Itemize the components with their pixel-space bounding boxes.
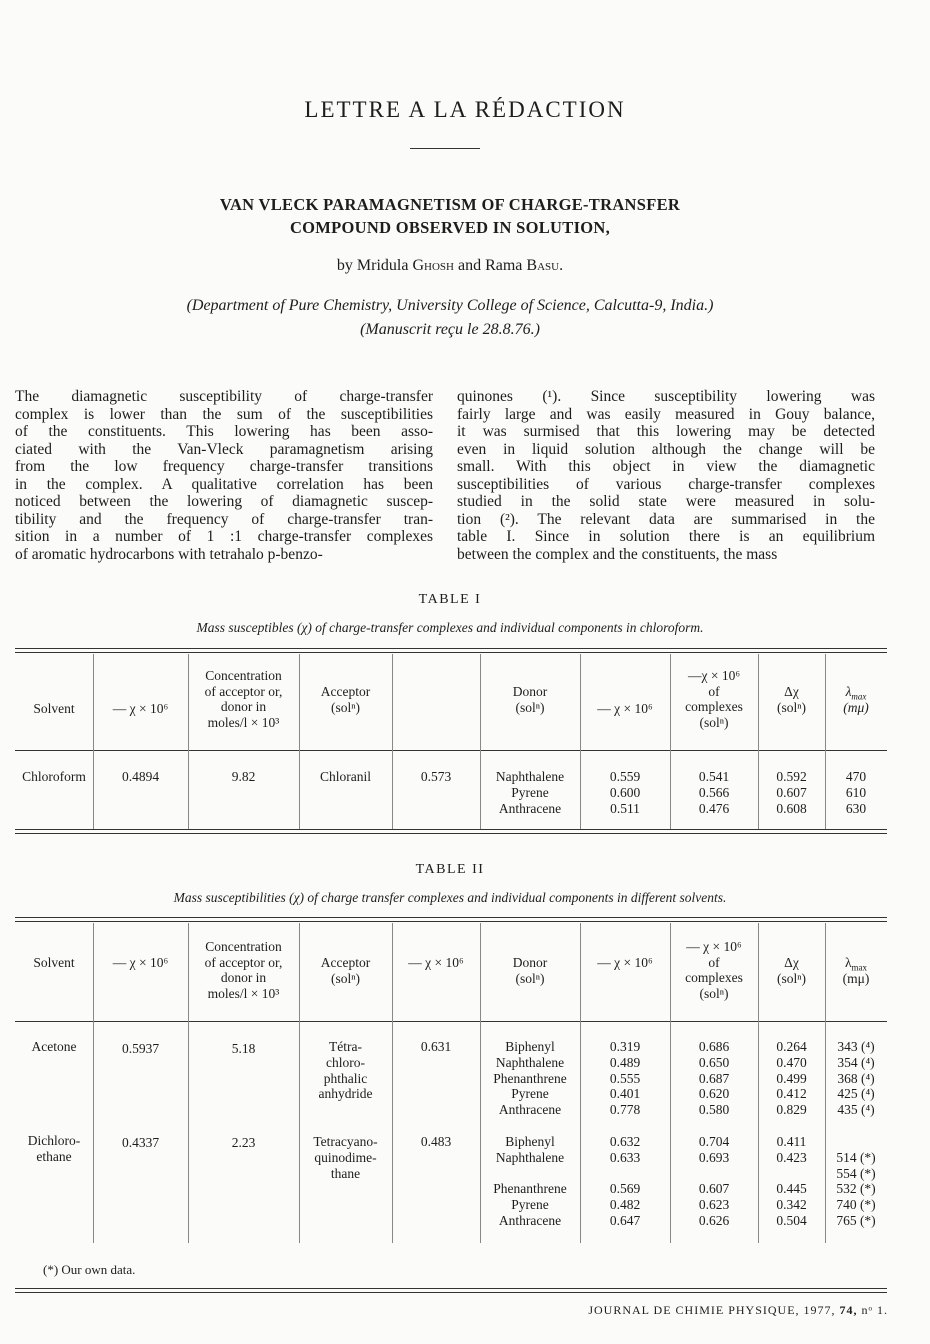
- t2-donor-chi-value: 0.319: [609, 1039, 641, 1054]
- byline-and: and Rama: [457, 257, 523, 274]
- t2-complex-chi-value: 0.623: [698, 1196, 730, 1212]
- t2-r1-chi: 0.5937: [121, 1041, 160, 1056]
- t2-header-complex-line: complexes: [685, 970, 743, 985]
- t2-r2-acceptor-chi: 0.483: [420, 1134, 452, 1149]
- t2-r1-acceptor-chi: 0.631: [420, 1039, 452, 1054]
- t2-r1-donors: [480, 1039, 580, 1118]
- t1-header-complex-line: —χ × 10⁶: [687, 668, 741, 683]
- table2-vline: [392, 923, 393, 1243]
- t1-header-lmax: [825, 684, 887, 715]
- table1-caption: TABLE I: [418, 592, 482, 607]
- t2-r2-acceptor: [299, 1134, 392, 1181]
- section-header: LETTRE A LA RÉDACTION: [304, 97, 626, 122]
- t2-dchi-value: 0.470: [776, 1054, 807, 1070]
- t2-header-conc: [188, 939, 299, 1001]
- byline-by: by Mridula: [336, 257, 409, 274]
- t2-donor-chi-value: 0.647: [609, 1212, 641, 1228]
- t2-donor-chi-value: 0.569: [609, 1181, 641, 1196]
- t1-header-lmax-line: $\lambda_{max}$: [845, 684, 867, 702]
- table1-subtitle: Mass susceptibles (χ) of charge-transfer complexes and individual components in chloroform.: [196, 620, 704, 635]
- t1-header-lmax-line: (mμ): [843, 699, 869, 715]
- t2-complex-chi-value: 0.580: [698, 1102, 730, 1118]
- t2-lmax-value: 435 (⁴): [837, 1102, 875, 1118]
- t2-complex-chi-value: 0.607: [698, 1181, 730, 1196]
- t2-donor: Phenanthrene: [493, 1070, 567, 1086]
- t1-header-complex-line: (solⁿ): [699, 714, 729, 730]
- t1-complex-chi-value: 0.541: [698, 769, 730, 784]
- t1-solvent: Chloroform: [22, 769, 86, 784]
- t2-r1-dchi: [758, 1039, 825, 1118]
- t2-r2-donors-b: [480, 1181, 580, 1228]
- received-date: (Manuscrit reçu le 28.8.76.): [360, 321, 540, 338]
- t1-header-complex-line: complexes: [685, 699, 743, 714]
- t1-donor-chi-value: 0.559: [609, 769, 641, 784]
- t2-header-acceptor-chi: — χ × 10⁶: [408, 955, 464, 970]
- t2-donor: Biphenyl: [505, 1039, 555, 1054]
- t2-r2-dchi-b: [758, 1181, 825, 1228]
- t2-dchi-value: 0.264: [776, 1039, 807, 1054]
- t2-r2-donors-a: [480, 1134, 580, 1166]
- t2-header-donor-line: (solⁿ): [515, 970, 545, 986]
- t2-dchi-value: 0.412: [776, 1086, 807, 1102]
- table2-vline: [93, 923, 94, 1243]
- body-text-line: in the complex. A qualitative correlation has been: [15, 475, 433, 493]
- t1-header-chi: — χ × 10⁶: [112, 701, 169, 716]
- t2-header-solvent: Solvent: [33, 955, 75, 970]
- journal-reference: [588, 1303, 888, 1318]
- body-column-left: [15, 388, 433, 563]
- t2-donor: Phenanthrene: [493, 1181, 567, 1196]
- body-text-line: The diamagnetic susceptibility of charge-transfer: [15, 388, 433, 405]
- t2-r2-complex-chi-b: [670, 1181, 758, 1228]
- t1-header-conc-line: of acceptor or,: [204, 683, 283, 699]
- t2-header-dchi-line: Δχ: [784, 955, 799, 970]
- t2-header-conc-line: Concentration: [205, 939, 282, 954]
- table1-top-rule: [15, 648, 887, 653]
- t1-donor: Naphthalene: [495, 769, 565, 784]
- body-text-line: tibility and the frequency of charge-transfer tran-: [15, 510, 433, 528]
- t2-donor-chi-value: 0.633: [609, 1149, 641, 1165]
- t2-donor: Anthracene: [498, 1102, 562, 1118]
- t1-header-solvent: Solvent: [33, 701, 75, 716]
- t2-header-donor: [480, 955, 580, 986]
- body-text-line: even in liquid solution although the change will be: [457, 440, 875, 458]
- body-text-line: from the low frequency charge-transfer transitions: [15, 458, 433, 475]
- t2-r2-complex-chi-a: [670, 1134, 758, 1166]
- t2-header-acceptor-line: Acceptor: [320, 955, 371, 970]
- journal-volume: 74,: [839, 1303, 858, 1317]
- t1-acceptor: Chloranil: [320, 769, 371, 784]
- journal-number: nᵒ 1.: [861, 1303, 888, 1317]
- body-text-line: it was surmised that this lowering may be detected: [457, 423, 875, 440]
- t2-donor: Naphthalene: [495, 1054, 565, 1070]
- t2-r2-lmax-b: [825, 1181, 887, 1228]
- author-1-surname: Ghosh: [412, 257, 454, 274]
- t2-header-complex: [670, 939, 758, 1001]
- t2-complex-chi-value: 0.626: [698, 1212, 730, 1228]
- t2-r2-lmax-a: [825, 1150, 887, 1182]
- t2-r2-solvent: [15, 1133, 93, 1165]
- body-text-line: studied in the solid state were measured in solu-: [457, 493, 875, 510]
- t2-dchi-value: 0.829: [776, 1102, 807, 1118]
- t1-header-dchi-line: (solⁿ): [777, 699, 806, 715]
- t1-dchi: [758, 769, 825, 816]
- t2-complex-chi-value: 0.650: [698, 1054, 730, 1070]
- t2-r2-acceptor-line: thane: [330, 1165, 361, 1181]
- t2-lmax-value: 532 (*): [836, 1181, 876, 1196]
- t2-r1-acceptor-line: chloro-: [326, 1054, 365, 1070]
- t2-donor: Naphthalene: [495, 1149, 565, 1165]
- t2-header-chi: — χ × 10⁶: [112, 955, 169, 970]
- t1-header-acceptor-line: Acceptor: [320, 684, 371, 699]
- t1-dchi-value: 0.607: [776, 784, 807, 800]
- t2-complex-chi-value: 0.686: [698, 1039, 730, 1054]
- t2-header-complex-line: (solⁿ): [699, 985, 729, 1001]
- t2-lmax-value: 514 (*): [836, 1150, 876, 1165]
- table2-subtitle: Mass susceptibilities (χ) of charge transfer complexes and individual components in different solvents.: [173, 890, 727, 905]
- footnote: (*) Our own data.: [43, 1262, 136, 1277]
- t1-header-conc-line: Concentration: [205, 668, 282, 683]
- t1-lmax-value: 630: [845, 800, 867, 816]
- t1-header-chi-donor: — χ × 10⁶: [597, 701, 653, 716]
- t2-lmax-value: 368 (⁴): [837, 1070, 875, 1086]
- t1-header-donor-line: (solⁿ): [515, 699, 545, 715]
- t2-header-conc-line: of acceptor or,: [204, 954, 283, 970]
- t2-header-acceptor: [299, 955, 392, 986]
- journal-name: JOURNAL DE CHIMIE PHYSIQUE,: [588, 1303, 800, 1317]
- t1-complex-chi-value: 0.566: [698, 784, 730, 800]
- t1-header-conc: [188, 668, 299, 730]
- t1-header-dchi: [758, 684, 825, 715]
- t1-acceptor-chi: 0.573: [420, 769, 452, 784]
- t2-header-lmax-line: (mμ): [842, 970, 870, 986]
- t1-header-complex: [670, 668, 758, 730]
- t1-header-donor-line: Donor: [512, 684, 548, 699]
- t2-r1-complex-chi: [670, 1039, 758, 1118]
- t1-complex-chi-value: 0.476: [698, 800, 730, 816]
- table1-vline: [93, 654, 94, 829]
- body-text-line: table I. Since in solution there is an equilibrium: [457, 528, 875, 545]
- t2-donor: Pyrene: [511, 1086, 549, 1102]
- t2-header-lmax-line: $\lambda_{max}$: [844, 955, 868, 973]
- t2-header-lmax: [825, 955, 887, 986]
- t2-r2-donor-chi-a: [580, 1134, 670, 1166]
- t2-r1-acceptor-line: Tétra-: [329, 1039, 362, 1054]
- t2-donor-chi-value: 0.482: [609, 1196, 641, 1212]
- body-text-line: sition in a number of 1 :1 charge-transfer complexes: [15, 528, 433, 545]
- t2-r2-conc: 2.23: [231, 1135, 256, 1150]
- body-text-line: of the constituents. This lowering has been asso-: [15, 423, 433, 440]
- t2-donor: Biphenyl: [505, 1134, 555, 1149]
- body-text-line: fairly large and was easily measured in Gouy balance,: [457, 405, 875, 423]
- table1-header-rule: [15, 750, 887, 751]
- t2-r2-solvent-line: ethane: [36, 1148, 72, 1164]
- header-rule: [410, 148, 480, 149]
- title-line-1: VAN VLECK PARAMAGNETISM OF CHARGE-TRANSFER: [219, 195, 681, 214]
- t2-dchi-value: 0.411: [776, 1134, 807, 1149]
- t1-header-donor: [480, 684, 580, 715]
- t2-header-chi-donor: — χ × 10⁶: [597, 955, 653, 970]
- t2-dchi-value: 0.445: [776, 1181, 807, 1196]
- t2-r1-lmax: [825, 1039, 887, 1118]
- t1-donors: [480, 769, 580, 816]
- t2-dchi-value: 0.342: [776, 1196, 807, 1212]
- t2-dchi-value: 0.504: [776, 1212, 807, 1228]
- body-text-line: ciated with the Van-Vleck paramagnetism arising: [15, 440, 433, 458]
- t2-r2-solvent-line: Dichloro-: [27, 1133, 81, 1148]
- t1-dchi-value: 0.592: [776, 769, 807, 784]
- t1-donor: Pyrene: [511, 784, 549, 800]
- t1-header-dchi-line: Δχ: [784, 684, 799, 699]
- t2-complex-chi-value: 0.693: [698, 1149, 730, 1165]
- t2-r2-dchi-a: [758, 1134, 825, 1166]
- t2-r2-donor-chi-b: [580, 1181, 670, 1228]
- t2-dchi-value: 0.423: [776, 1149, 807, 1165]
- t1-conc: 9.82: [231, 769, 256, 784]
- body-text-line: complex is lower than the sum of the susceptibilities: [15, 405, 433, 423]
- byline: [0, 257, 900, 275]
- t1-dchi-value: 0.608: [776, 800, 807, 816]
- t1-lmax: [825, 769, 887, 816]
- t2-r2-chi: 0.4337: [121, 1135, 160, 1150]
- t2-lmax-value: 343 (⁴): [837, 1039, 875, 1054]
- t2-header-donor-line: Donor: [512, 955, 548, 970]
- table2-top-rule: [15, 917, 887, 922]
- t2-r1-acceptor-line: phthalic: [323, 1070, 368, 1086]
- body-text-line: noticed between the lowering of diamagnetic suscep-: [15, 493, 433, 510]
- t1-donor-chi-value: 0.511: [610, 800, 640, 816]
- t1-header-complex-line: of: [708, 683, 720, 699]
- t2-header-complex-line: — χ × 10⁶: [686, 939, 742, 954]
- table1-vline: [299, 654, 300, 829]
- t2-r1-donor-chi: [580, 1039, 670, 1118]
- table2-bottom-rule: [15, 1288, 887, 1293]
- t1-chi: 0.4894: [121, 769, 160, 784]
- body-text-line: tion (²). The relevant data are summarised in the: [457, 510, 875, 528]
- body-text-line: of aromatic hydrocarbons with tetrahalo p-benzo-: [15, 545, 323, 563]
- t2-lmax-value: 765 (*): [836, 1212, 876, 1228]
- t2-donor-chi-value: 0.489: [609, 1054, 641, 1070]
- article-title: [0, 193, 900, 239]
- t1-header-conc-line: moles/l × 10³: [207, 714, 280, 730]
- t2-r2-acceptor-line: Tetracyano-: [313, 1134, 378, 1149]
- body-text-line: quinones (¹). Since susceptibility lowering was: [457, 388, 875, 405]
- t1-lmax-value: 610: [845, 784, 867, 800]
- table1-bottom-rule: [15, 829, 887, 834]
- t2-header-dchi: [758, 955, 825, 986]
- author-2-surname: Basu.: [526, 257, 564, 274]
- table1-vline: [392, 654, 393, 829]
- t1-header-acceptor-line: (solⁿ): [331, 699, 360, 715]
- t1-complex-chi: [670, 769, 758, 816]
- table2-header-rule: [15, 1021, 887, 1022]
- t2-header-acceptor-line: (solⁿ): [331, 970, 360, 986]
- t2-r1-acceptor-line: anhydride: [318, 1086, 373, 1102]
- affiliation-block: [0, 294, 900, 342]
- t2-donor: Pyrene: [511, 1196, 549, 1212]
- journal-year: 1977,: [803, 1303, 836, 1317]
- t2-header-conc-line: moles/l × 10³: [207, 985, 280, 1001]
- body-column-right: [457, 388, 875, 563]
- t1-header-acceptor: [299, 684, 392, 715]
- t2-lmax-value: 354 (⁴): [837, 1054, 875, 1070]
- t1-donor: Anthracene: [498, 800, 562, 816]
- affiliation: (Department of Pure Chemistry, University College of Science, Calcutta-9, India.): [186, 297, 714, 314]
- body-text-line: small. With this object in view the diamagnetic: [457, 458, 875, 475]
- t2-complex-chi-value: 0.687: [698, 1070, 730, 1086]
- t2-complex-chi-value: 0.620: [698, 1086, 730, 1102]
- t1-lmax-value: 470: [845, 769, 867, 784]
- t1-donor-chi: [580, 769, 670, 816]
- table2-caption: TABLE II: [415, 862, 485, 877]
- t2-r1-conc: 5.18: [231, 1041, 256, 1056]
- t2-lmax-value: 425 (⁴): [837, 1086, 875, 1102]
- body-text-line: between the complex and the constituents, the mass: [457, 545, 778, 563]
- t2-donor-chi-value: 0.555: [609, 1070, 641, 1086]
- t2-lmax-value: 740 (*): [836, 1196, 876, 1212]
- t2-header-complex-line: of: [708, 954, 720, 970]
- t2-r1-solvent: Acetone: [31, 1039, 77, 1054]
- title-line-2: COMPOUND OBSERVED IN SOLUTION,: [289, 218, 611, 237]
- t2-r2-acceptor-line: quinodime-: [314, 1149, 377, 1165]
- t2-lmax-value: 554 (*): [836, 1165, 876, 1181]
- body-text-line: susceptibilities of various charge-transfer complexes: [457, 475, 875, 493]
- t2-header-dchi-line: (solⁿ): [777, 970, 806, 986]
- t2-donor-chi-value: 0.632: [609, 1134, 641, 1149]
- t2-complex-chi-value: 0.704: [698, 1134, 730, 1149]
- t2-donor-chi-value: 0.401: [609, 1086, 641, 1102]
- t2-r1-acceptor: [299, 1039, 392, 1102]
- t2-header-conc-line: donor in: [220, 970, 267, 985]
- t2-dchi-value: 0.499: [776, 1070, 807, 1086]
- t1-donor-chi-value: 0.600: [609, 784, 641, 800]
- t2-donor: Anthracene: [498, 1212, 562, 1228]
- t2-donor-chi-value: 0.778: [609, 1102, 641, 1118]
- t1-header-conc-line: donor in: [220, 699, 267, 714]
